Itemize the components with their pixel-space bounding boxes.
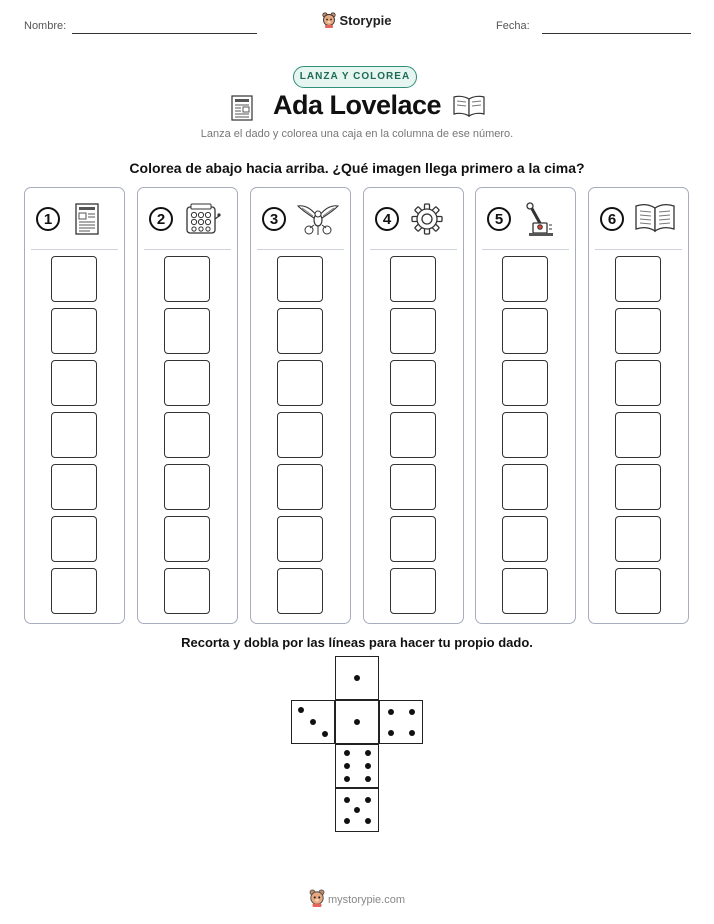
lever-icon: [521, 201, 557, 244]
color-box[interactable]: [390, 308, 436, 354]
column-3: [250, 187, 351, 624]
column-1: [24, 187, 125, 624]
color-box[interactable]: [502, 464, 548, 510]
name-line[interactable]: [72, 33, 257, 34]
column-number: 4: [375, 207, 399, 231]
color-box[interactable]: [615, 412, 661, 458]
color-box[interactable]: [615, 568, 661, 614]
activity-badge: LANZA Y COLOREA: [293, 66, 417, 88]
die-pip: [388, 730, 394, 736]
die-face: [335, 744, 379, 788]
color-box[interactable]: [502, 256, 548, 302]
column-2: [137, 187, 238, 624]
color-box[interactable]: [51, 412, 97, 458]
die-face: [379, 700, 423, 744]
color-box[interactable]: [51, 360, 97, 406]
color-box[interactable]: [502, 412, 548, 458]
die-pip: [354, 675, 360, 681]
color-box[interactable]: [164, 360, 210, 406]
die-pip: [344, 818, 350, 824]
cut-instruction: Recorta y dobla por las líneas para hacer tu propio dado.: [181, 635, 533, 650]
color-box[interactable]: [164, 308, 210, 354]
die-pip: [298, 707, 304, 713]
die-face: [335, 788, 379, 832]
die-face: [291, 700, 335, 744]
column-divider: [257, 249, 344, 250]
color-box[interactable]: [164, 256, 210, 302]
column-divider: [144, 249, 231, 250]
die-pip: [344, 750, 350, 756]
footer: [0, 889, 714, 910]
color-box[interactable]: [390, 568, 436, 614]
color-box[interactable]: [615, 360, 661, 406]
column-divider: [31, 249, 118, 250]
date-line[interactable]: [542, 33, 691, 34]
column-number: 2: [149, 207, 173, 231]
die-pip: [344, 797, 350, 803]
die-pip: [409, 709, 415, 715]
color-box[interactable]: [615, 464, 661, 510]
color-box[interactable]: [164, 412, 210, 458]
calculating-machine-icon: [183, 201, 221, 242]
color-box[interactable]: [502, 516, 548, 562]
die-face: [335, 700, 379, 744]
die-pip: [310, 719, 316, 725]
color-box[interactable]: [390, 256, 436, 302]
open-book-icon: [452, 94, 486, 123]
column-divider: [482, 249, 569, 250]
die-pip: [409, 730, 415, 736]
color-box[interactable]: [277, 360, 323, 406]
color-box[interactable]: [502, 360, 548, 406]
brand-name: Storypie: [339, 13, 392, 28]
die-pip: [365, 818, 371, 824]
storypie-mascot-icon: [309, 889, 325, 910]
color-box[interactable]: [51, 256, 97, 302]
subtitle: Lanza el dado y colorea una caja en la columna de ese número.: [200, 128, 514, 140]
gear-icon: [409, 201, 445, 242]
color-box[interactable]: [164, 516, 210, 562]
die-pip: [388, 709, 394, 715]
die-pip: [354, 807, 360, 813]
color-box[interactable]: [615, 516, 661, 562]
color-box[interactable]: [390, 464, 436, 510]
die-face: [335, 656, 379, 700]
column-number: 5: [487, 207, 511, 231]
column-4: [363, 187, 464, 624]
color-box[interactable]: [51, 516, 97, 562]
storypie-mascot-icon: [322, 12, 336, 31]
column-number: 1: [36, 207, 60, 231]
color-box[interactable]: [51, 568, 97, 614]
die-pip: [344, 763, 350, 769]
color-box[interactable]: [277, 412, 323, 458]
color-box[interactable]: [615, 308, 661, 354]
footer-url[interactable]: mystorypie.com: [327, 894, 406, 906]
column-6: [588, 187, 689, 624]
instruction: Colorea de abajo hacia arriba. ¿Qué imagen llega primero a la cima?: [129, 160, 585, 176]
column-number: 3: [262, 207, 286, 231]
color-box[interactable]: [164, 464, 210, 510]
color-box[interactable]: [277, 568, 323, 614]
die-pip: [344, 776, 350, 782]
die-pip: [322, 731, 328, 737]
newspaper-icon: [70, 201, 104, 242]
brand-logo: [0, 12, 714, 31]
color-box[interactable]: [390, 412, 436, 458]
color-box[interactable]: [502, 308, 548, 354]
die-pip: [365, 797, 371, 803]
color-box[interactable]: [277, 256, 323, 302]
color-box[interactable]: [277, 308, 323, 354]
color-box[interactable]: [390, 360, 436, 406]
column-number: 6: [600, 207, 624, 231]
die-pip: [365, 763, 371, 769]
color-box[interactable]: [164, 568, 210, 614]
die-pip: [365, 750, 371, 756]
color-box[interactable]: [615, 256, 661, 302]
color-box[interactable]: [502, 568, 548, 614]
page-title: Ada Lovelace: [272, 90, 442, 120]
color-box[interactable]: [51, 308, 97, 354]
column-divider: [370, 249, 457, 250]
column-divider: [595, 249, 682, 250]
color-box[interactable]: [390, 516, 436, 562]
flying-machine-icon: [296, 201, 340, 244]
color-box[interactable]: [51, 464, 97, 510]
die-pip: [365, 776, 371, 782]
column-5: [475, 187, 576, 624]
name-label: Nombre:: [24, 20, 67, 32]
color-box[interactable]: [277, 516, 323, 562]
die-pip: [354, 719, 360, 725]
open-book-icon: [634, 201, 676, 240]
date-label: Fecha:: [496, 20, 530, 32]
color-box[interactable]: [277, 464, 323, 510]
